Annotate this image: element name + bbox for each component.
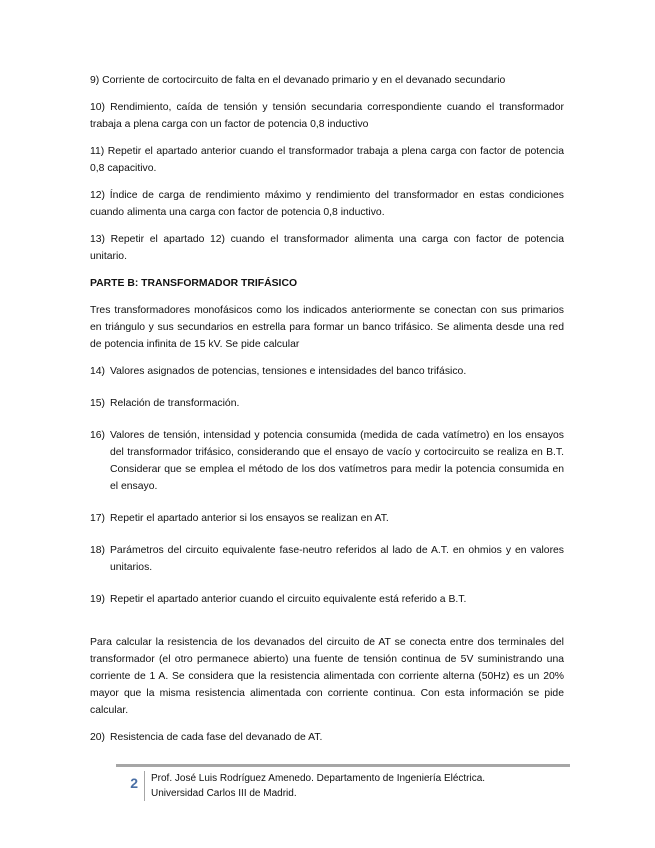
page-content — [90, 72, 564, 746]
list-item-number: 17) — [90, 513, 106, 524]
list-item-19 — [90, 591, 564, 608]
list-item-number: 18) — [90, 545, 106, 556]
list-item-text: Resistencia de cada fase del devanado de AT. — [110, 732, 323, 743]
list-item-number: 16) — [90, 430, 106, 441]
item-13: 13) Repetir el apartado 12) cuando el transformador alimenta una carga con factor de potencia unitario. — [90, 234, 564, 262]
part-b-intro: Tres transformadores monofásicos como los indicados anteriormente se conectan con sus primarios en triángulo y sus secundarios en estrella para formar un banco trifásico. Se alimenta desde una red de potencia infinita de 15 kV. Se pide calcular — [90, 305, 564, 350]
list-item-text: Repetir el apartado anterior cuando el circuito equivalente está referido a B.T. — [110, 594, 467, 605]
item-11: 11) Repetir el apartado anterior cuando el transformador trabaja a plena carga con factor de potencia 0,8 capacitivo. — [90, 146, 564, 174]
list-item-17 — [90, 510, 564, 527]
item-12: 12) Índice de carga de rendimiento máximo y rendimiento del transformador en estas condiciones cuando alimenta una carga con factor de potencia 0,8 inductivo. — [90, 190, 564, 218]
footer-text — [151, 771, 485, 801]
resistance-paragraph: Para calcular la resistencia de los devanados del circuito de AT se conecta entre dos terminales del transformador (el otro permanece abierto) una fuente de tensión continua de 5V suministrando una corriente de 1 A. Se considera que la resistencia alimentada con corriente alterna (50Hz) es un 20% mayor que la misma resistencia alimentada con corriente continua. Con esta información se pide calcular. — [90, 637, 564, 716]
part-b-heading: PARTE B: TRANSFORMADOR TRIFÁSICO — [90, 278, 298, 289]
list-item-text: Repetir el apartado anterior si los ensayos se realizan en AT. — [110, 513, 389, 524]
list-item-15 — [90, 395, 564, 412]
footer-university-line: Universidad Carlos III de Madrid. — [151, 788, 297, 799]
list-item-20 — [90, 729, 564, 746]
list-item-number: 20) — [90, 732, 106, 743]
item-9: 9) Corriente de cortocircuito de falta en el devanado primario y en el devanado secundario — [90, 75, 506, 86]
list-item-14 — [90, 363, 564, 380]
list-item-text: Relación de transformación. — [110, 398, 240, 409]
list-item-text: Valores asignados de potencias, tensiones e intensidades del banco trifásico. — [110, 366, 467, 377]
list-item-18 — [90, 542, 564, 576]
list-item-16 — [90, 427, 564, 495]
list-item-number: 15) — [90, 398, 106, 409]
page-footer — [116, 764, 570, 801]
list-item-number: 19) — [90, 594, 106, 605]
list-item-text: Parámetros del circuito equivalente fase-neutro referidos al lado de A.T. en ohmios y en valores unitarios. — [110, 545, 564, 573]
item-10: 10) Rendimiento, caída de tensión y tensión secundaria correspondiente cuando el transformador trabaja a plena carga con un factor de potencia 0,8 inductivo — [90, 102, 564, 130]
page-number: 2 — [130, 775, 138, 791]
footer-author-line: Prof. José Luis Rodríguez Amenedo. Departamento de Ingeniería Eléctrica. — [151, 773, 486, 784]
list-item-number: 14) — [90, 366, 106, 377]
list-item-text: Valores de tensión, intensidad y potencia consumida (medida de cada vatímetro) en los ensayos del transformador trifásico, considerando que el ensayo de vacío y cortocircuito se realiza en B.T. Considerar que se emplea el método de los dos vatímetros para medir la potencia consumida en el ensayo. — [110, 430, 564, 492]
footer-divider — [144, 771, 145, 801]
